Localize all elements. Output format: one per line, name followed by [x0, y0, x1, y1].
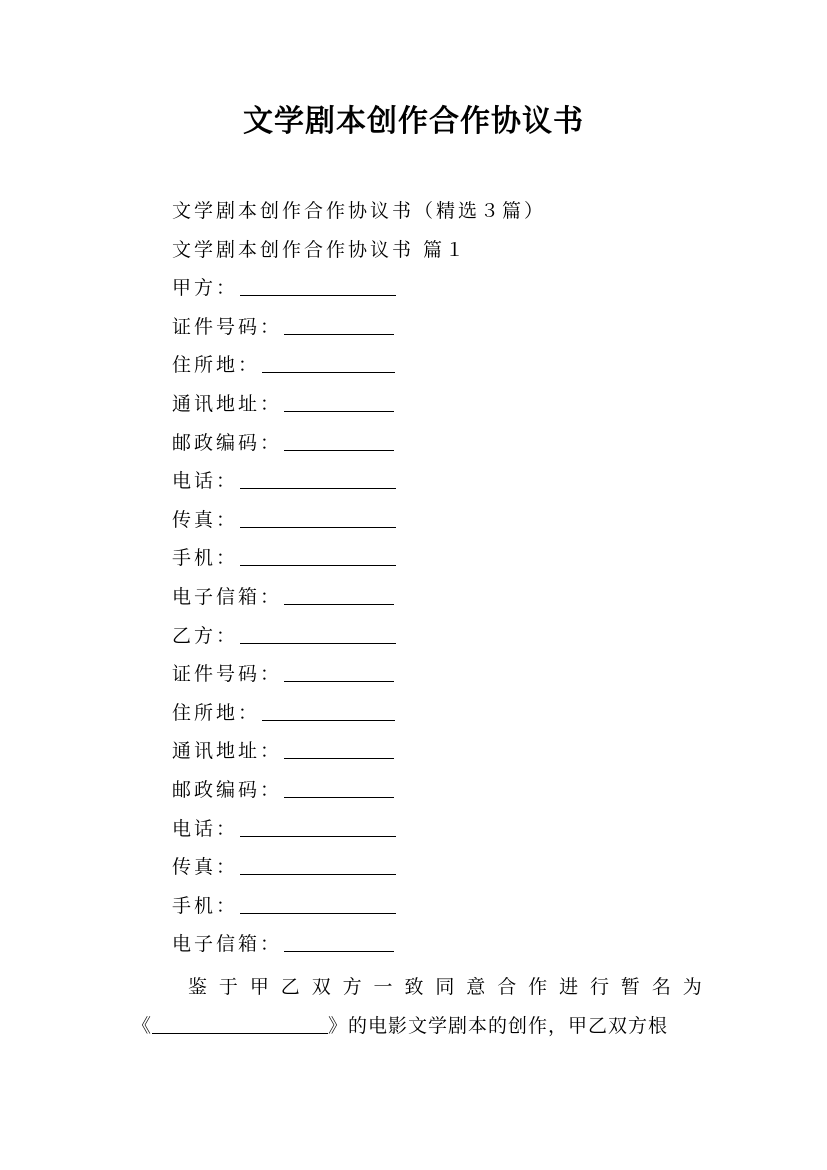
field-label: 住所地：: [172, 354, 261, 377]
paragraph-char: 方: [342, 976, 362, 998]
form-field-line: [172, 385, 712, 424]
paragraph-char: 同: [435, 976, 455, 998]
field-label: 通讯地址：: [172, 740, 283, 763]
field-label: 传真：: [172, 508, 239, 531]
fill-in-blank[interactable]: [240, 814, 396, 837]
fill-in-blank[interactable]: [262, 698, 395, 721]
fill-in-blank[interactable]: [240, 852, 396, 875]
fill-in-blank[interactable]: [284, 428, 394, 451]
form-field-line: [172, 732, 712, 771]
form-field-line: [172, 848, 712, 887]
form-field-line: [172, 501, 712, 540]
heading-text: 文学剧本创作合作协议书（精选３篇）: [172, 200, 547, 222]
paragraph-line-2: [132, 1007, 702, 1046]
field-label: 证件号码：: [172, 663, 283, 686]
paragraph-line-2-text: 》的电影文学剧本的创作，甲乙双方根: [328, 1015, 669, 1037]
heading-text: 文学剧本创作合作协议书 篇１: [172, 238, 468, 261]
field-label: 邮政编码：: [172, 431, 283, 454]
paragraph-char: 名: [651, 976, 671, 998]
form-field-line: [172, 887, 712, 926]
form-field-line: [172, 269, 712, 308]
fill-in-blank[interactable]: [284, 389, 394, 412]
field-label: 手机：: [172, 547, 239, 570]
field-label: 甲方：: [172, 277, 239, 300]
fill-in-blank[interactable]: [284, 736, 394, 759]
book-title-open-mark: 《: [132, 1015, 153, 1037]
form-field-line: [172, 424, 712, 463]
field-label: 电话：: [172, 470, 239, 493]
form-field-line: [172, 810, 712, 849]
paragraph-char: 暂: [620, 976, 640, 998]
paragraph-char: 进: [559, 976, 579, 998]
form-field-line: [172, 308, 712, 347]
fill-in-blank[interactable]: [240, 621, 396, 644]
fill-in-blank[interactable]: [240, 273, 396, 296]
field-label: 电话：: [172, 817, 239, 840]
fill-in-blank[interactable]: [240, 466, 396, 489]
fill-in-blank[interactable]: [284, 582, 394, 605]
form-field-line: [172, 771, 712, 810]
paragraph-char: 作: [528, 976, 548, 998]
fill-in-blank[interactable]: [240, 543, 396, 566]
paragraph-char: 于: [218, 976, 238, 998]
form-field-line: [172, 462, 712, 501]
heading-line: [172, 192, 712, 231]
field-label: 通讯地址：: [172, 392, 283, 415]
paragraph-line-1: [132, 968, 702, 1007]
paragraph-char: 合: [497, 976, 517, 998]
field-label: 电子信箱：: [172, 585, 283, 608]
field-label: 住所地：: [172, 701, 261, 724]
fill-in-blank[interactable]: [284, 312, 394, 335]
field-label: 邮政编码：: [172, 778, 283, 801]
form-field-line: [172, 925, 712, 964]
fill-in-blank[interactable]: [240, 505, 396, 528]
form-field-line: [172, 346, 712, 385]
form-field-line: [172, 694, 712, 733]
form-field-line: [172, 655, 712, 694]
form-lines: [172, 192, 712, 964]
paragraph-char: 鉴: [188, 976, 208, 998]
field-label: 证件号码：: [172, 315, 283, 338]
field-label: 手机：: [172, 894, 239, 917]
field-label: 电子信箱：: [172, 933, 283, 956]
form-field-line: [172, 578, 712, 617]
page-title: 文学剧本创作合作协议书: [243, 104, 584, 139]
fill-in-blank[interactable]: [284, 659, 394, 682]
paragraph-char: 致: [404, 976, 424, 998]
fill-in-blank[interactable]: [262, 350, 395, 373]
blank-film-title: [152, 1011, 328, 1034]
paragraph-char: 乙: [280, 976, 300, 998]
form-field-line: [172, 617, 712, 656]
field-label: 乙方：: [172, 624, 239, 647]
paragraph-char: 行: [589, 976, 609, 998]
paragraph-char: 甲: [249, 976, 269, 998]
paragraph-char: 意: [466, 976, 486, 998]
fill-in-blank[interactable]: [284, 929, 394, 952]
paragraph-char: 双: [311, 976, 331, 998]
paragraph-char: 为: [682, 976, 702, 998]
fill-in-blank[interactable]: [284, 775, 394, 798]
paragraph-char: 一: [373, 976, 393, 998]
heading-line: [172, 231, 712, 270]
form-field-line: [172, 539, 712, 578]
fill-in-blank[interactable]: [240, 891, 396, 914]
field-label: 传真：: [172, 856, 239, 879]
